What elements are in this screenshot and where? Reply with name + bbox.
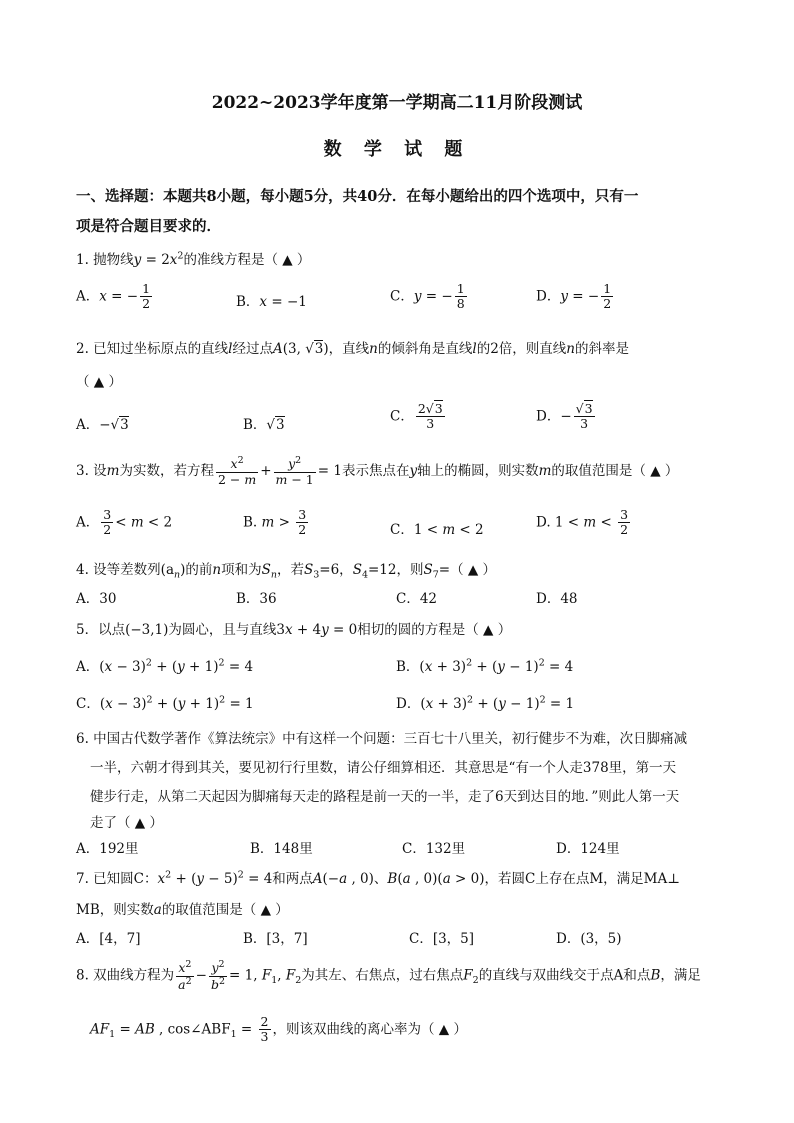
q1-option-b: B．x = −1	[236, 294, 307, 310]
question-7-line2: MB，则实数a的取值范围是（ ▲ ）	[76, 902, 289, 918]
exam-subtitle: 数 学 试 题	[323, 139, 471, 160]
question-2: 2. 已知过坐标原点的直线l经过点A(3, √3)，直线n的倾斜角是直线l的2倍，则直线n的斜率是	[76, 341, 629, 357]
q5-option-d: D．$(x + 3)^2 + (y - 1)^2 = 1$	[396, 694, 575, 712]
q1-option-a: A．x = − $\frac{1}{2}$	[76, 281, 151, 312]
section-heading-line2: 项是符合题目要求的．	[76, 218, 221, 235]
q5-option-c: C．$(x - 3)^2 + (y + 1)^2 = 1$	[76, 694, 254, 712]
question-3: 3. 设m为实数，若方程 $\frac{x^2}{2 - m}$ + $\frac{y^2}{m - 1}$ = 1表示焦点在y轴上的椭圆，则实数m的取值范围是（ ▲ ）	[76, 455, 679, 487]
q7-option-b: B．[3，7]	[243, 931, 308, 947]
q6-option-d: D．124里	[556, 841, 620, 857]
q3-option-a: A． $\frac{3}{2}$ < m < 2	[76, 507, 173, 538]
question-6-line4: 走了（ ▲ ）	[90, 815, 163, 831]
q1-suffix: 的准线方程是（ ▲ ）	[183, 252, 311, 268]
question-5: 5．以点(−3,1)为圆心，且与直线3x + 4y = 0相切的圆的方程是（ ▲ ）	[76, 622, 512, 638]
exam-title: 2022~2023学年度第一学期高二11月阶段测试	[211, 93, 583, 113]
q3-option-b: B. m > $\frac{3}{2}$	[243, 507, 307, 538]
q4-option-a: A．30	[76, 591, 117, 607]
q2-option-b: B．√3	[243, 417, 285, 433]
q7-option-d: D．(3，5)	[556, 931, 622, 947]
q7-option-a: A．[4，7]	[76, 931, 141, 947]
q7-option-c: C．[3，5]	[409, 931, 475, 947]
question-6-line3: 健步行走，从第二天起因为脚痛每天走的路程是前一天的一半，走了6天到达目的地．”则此人第一天	[90, 789, 680, 805]
q4-option-c: C．42	[396, 591, 438, 607]
question-1: 1. 抛物线$y = 2x^2$的准线方程是（ ▲ ）	[76, 250, 311, 268]
question-7: 7. 已知圆C：$x^2 + (y - 5)^2 = 4$和两点A(−a , 0)、B(a , 0)(a > 0)，若圆C上存在点M，满足MA⊥	[76, 869, 680, 887]
q4-option-d: D．48	[536, 591, 578, 607]
question-6-line1: 6. 中国古代数学著作《算法统宗》中有这样一个问题：三百七十八里关，初行健步不为难，次日脚痛减	[76, 731, 688, 747]
q3-option-d: D. 1 < m < $\frac{3}{2}$	[536, 507, 629, 538]
question-6-line2: 一半，六朝才得到其关，要见初行行里数，请公仔细算相还．其意思是“有一个人走378里，第一天	[90, 760, 677, 776]
q1-prefix: 1. 抛物线	[76, 252, 134, 268]
q2-option-c: C． $\frac{2√3}{3}$	[390, 401, 443, 432]
question-8: 8. 双曲线方程为 $\frac{x^2}{a^2}$ − $\frac{y^2}{b^2}$ = 1, $F_1$, $F_2$为其左、右焦点，过右焦点$F_2$的直线与双曲线交于点A和点B，满足	[76, 959, 701, 992]
q3-option-c: C．1 < m < 2	[390, 522, 484, 538]
q4-option-b: B．36	[236, 591, 277, 607]
q6-option-b: B．148里	[250, 841, 313, 857]
q5-option-b: B．$(x + 3)^2 + (y - 1)^2 = 4$	[396, 657, 574, 675]
q2-option-d: D．− $\frac{√3}{3}$	[536, 401, 593, 432]
question-4: 4. 设等差数列$(a_n)$的前n项和为$S_n$，若$S_3=6$，$S_4=12$，则$S_7=$（ ▲ ）	[76, 562, 497, 581]
q6-option-a: A．192里	[76, 841, 139, 857]
question-8-line2: $AF_1$ = AB , $\cos\angle ABF_1$ = $\frac{2}{3}$ ，则该双曲线的离心率为（ ▲ ）	[90, 1014, 467, 1045]
q1-option-c: C．y = − $\frac{1}{8}$	[390, 281, 465, 312]
question-2-line2: （ ▲ ）	[76, 374, 122, 390]
q5-option-a: A．$(x - 3)^2 + (y + 1)^2 = 4$	[76, 657, 254, 675]
q2-option-a: A．−√3	[76, 417, 129, 433]
q6-option-c: C．132里	[402, 841, 466, 857]
section-heading-line1: 一、选择题：本题共8小题，每小题5分，共40分．在每小题给出的四个选项中，只有一	[76, 188, 639, 205]
q1-option-d: D．y = − $\frac{1}{2}$	[536, 281, 612, 312]
